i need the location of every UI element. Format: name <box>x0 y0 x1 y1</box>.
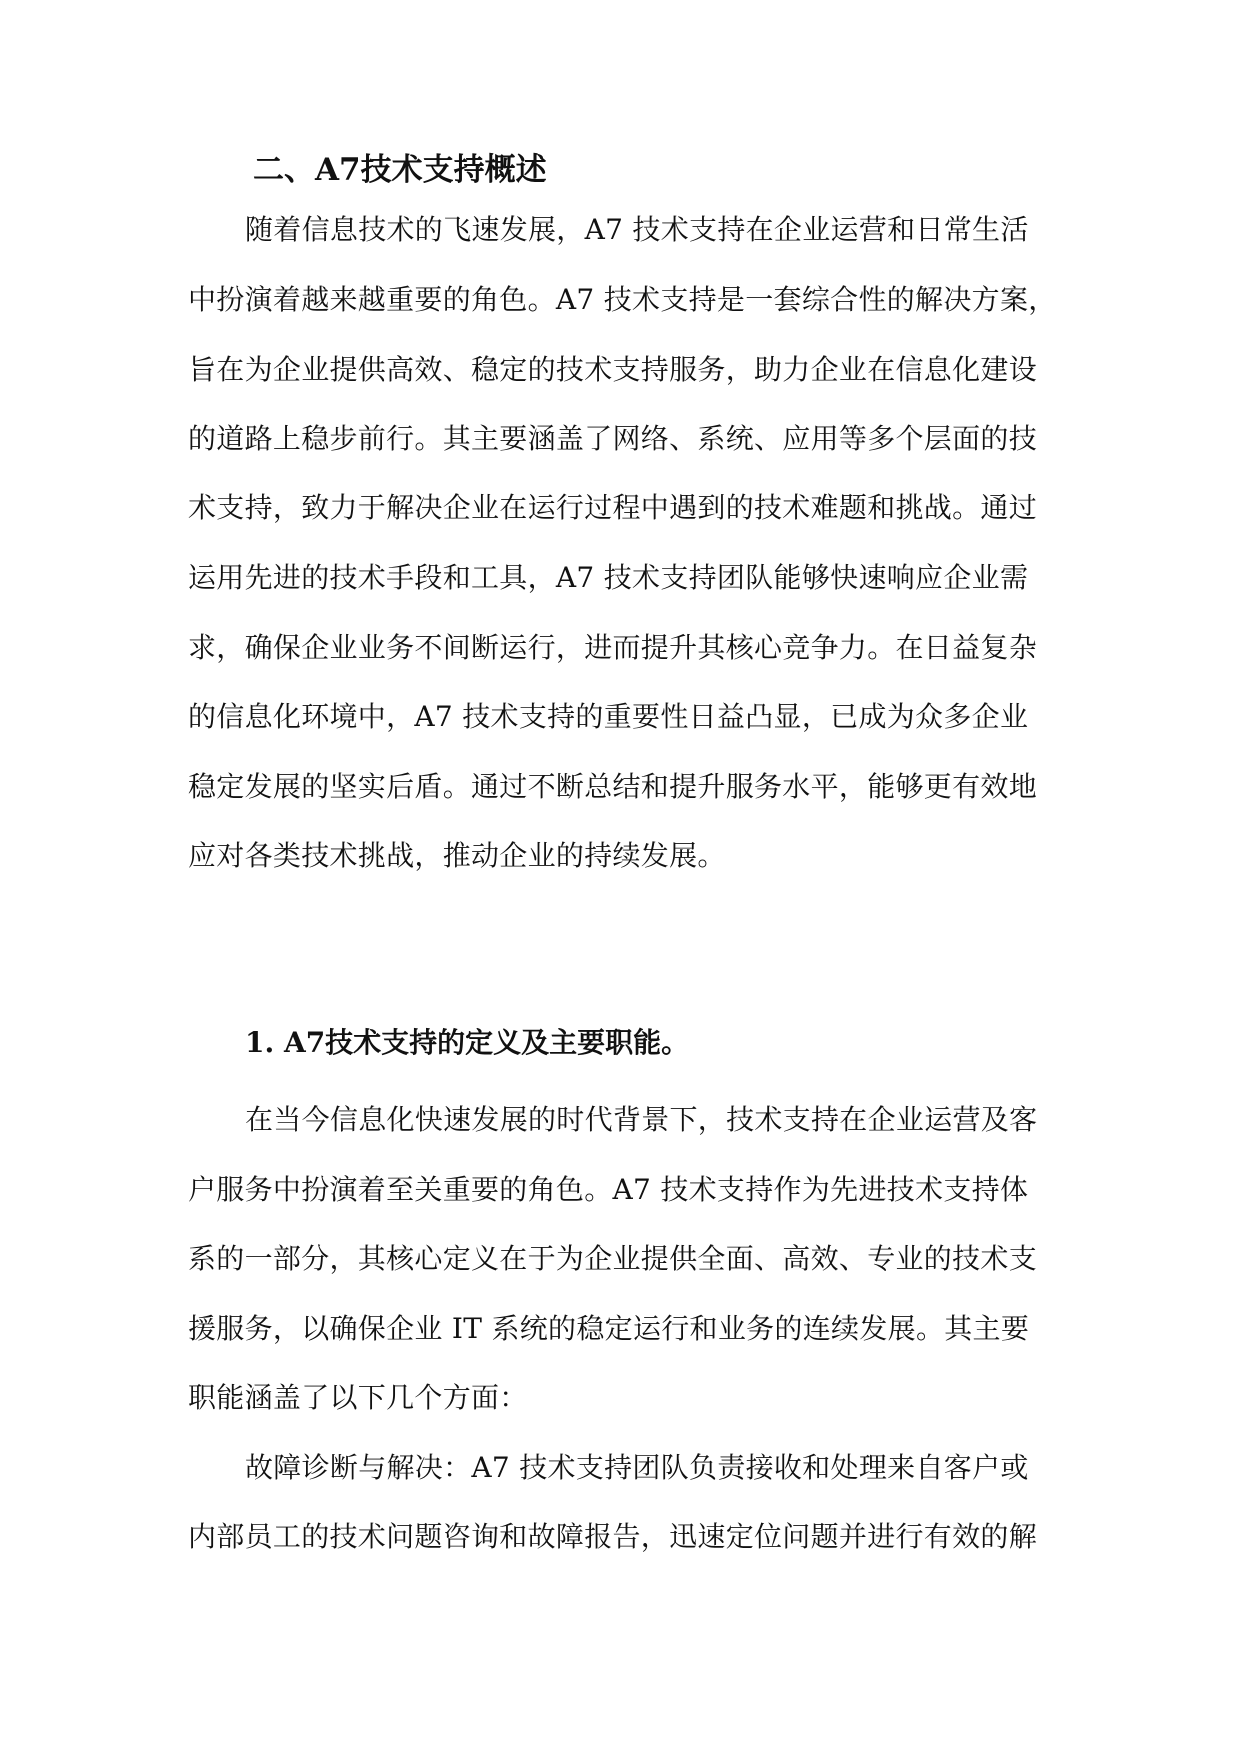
paragraph-line: 的信息化环境中，A7 技术支持的重要性日益凸显，已成为众多企业 <box>188 700 1029 733</box>
paragraph-line: 求，确保企业业务不间断运行，进而提升其核心竞争力。在日益复杂 <box>188 631 1038 664</box>
paragraph-line: 随着信息技术的飞速发展，A7 技术支持在企业运营和日常生活 <box>245 213 1029 246</box>
paragraph-line: 术支持，致力于解决企业在运行过程中遇到的技术难题和挑战。通过 <box>188 491 1038 524</box>
paragraph-line: 应对各类技术挑战，推动企业的持续发展。 <box>188 839 726 872</box>
paragraph-line: 内部员工的技术问题咨询和故障报告，迅速定位问题并进行有效的解 <box>188 1520 1038 1553</box>
paragraph-line: 在当今信息化快速发展的时代背景下，技术支持在企业运营及客 <box>245 1103 1038 1136</box>
paragraph-line: 系的一部分，其核心定义在于为企业提供全面、高效、专业的技术支 <box>188 1242 1038 1275</box>
paragraph-line: 运用先进的技术手段和工具，A7 技术支持团队能够快速响应企业需 <box>188 561 1029 594</box>
section-heading: 二、A7技术支持概述 <box>253 152 547 188</box>
paragraph-line: 稳定发展的坚实后盾。通过不断总结和提升服务水平，能够更有效地 <box>188 770 1038 803</box>
paragraph-line: 故障诊断与解决：A7 技术支持团队负责接收和处理来自客户或 <box>245 1451 1029 1484</box>
paragraph-line: 的道路上稳步前行。其主要涵盖了网络、系统、应用等多个层面的技 <box>188 422 1038 455</box>
subsection-heading: 1. A7技术支持的定义及主要职能。 <box>245 1026 690 1059</box>
paragraph-line: 户服务中扮演着至关重要的角色。A7 技术支持作为先进技术支持体 <box>188 1173 1029 1206</box>
paragraph-line: 旨在为企业提供高效、稳定的技术支持服务，助力企业在信息化建设 <box>188 353 1038 386</box>
paragraph-line: 职能涵盖了以下几个方面： <box>188 1381 528 1414</box>
paragraph-line: 援服务，以确保企业 IT 系统的稳定运行和业务的连续发展。其主要 <box>188 1312 1030 1345</box>
paragraph-line: 中扮演着越来越重要的角色。A7 技术支持是一套综合性的解决方案， <box>188 283 1057 316</box>
